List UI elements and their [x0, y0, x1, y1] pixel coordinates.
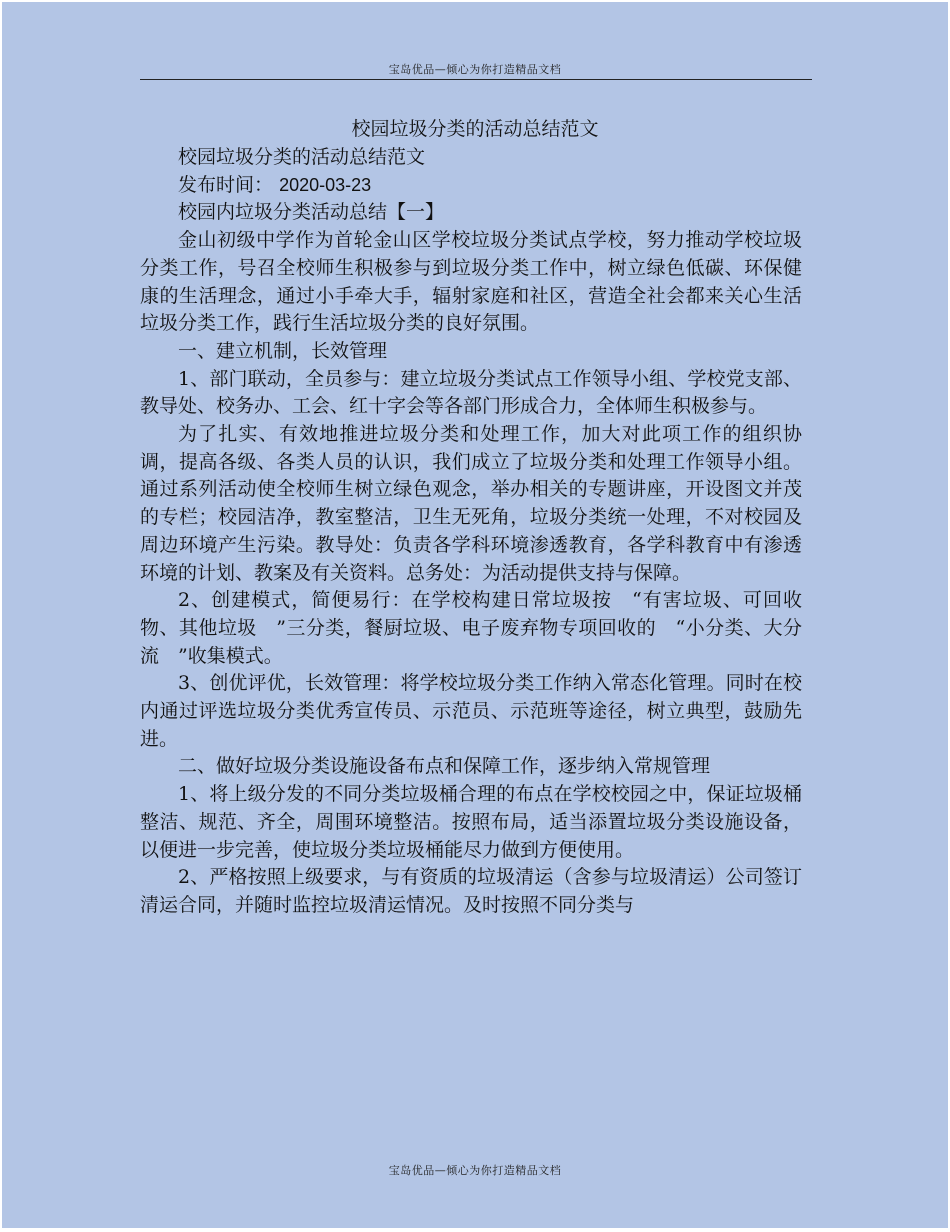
paragraph: 3、创优评优，长效管理：将学校垃圾分类工作纳入常态化管理。同时在校内通过评选垃圾分类优秀宣传员、示范员、示范班等途径，树立典型，鼓励先进。	[140, 672, 802, 750]
paragraph: 为了扎实、有效地推进垃圾分类和处理工作，加大对此项工作的组织协调，提高各级、各类人员的认识，我们成立了垃圾分类和处理工作领导小组。通过系列活动使全校师生树立绿色观念，举办相关的专题讲座，开设图文并茂的专栏；校园洁净，教室整洁，卫生无死角，垃圾分类统一处理，不对校园及周边环境产生污染。教导处：负责各学科环境渗透教育，各学科教育中有渗透环境的计划、教案及有关资料。总务处：为活动提供支持与保障。	[140, 423, 802, 584]
paragraph: 1、将上级分发的不同分类垃圾桶合理的布点在学校校园之中，保证垃圾桶整洁、规范、齐全，周围环境整洁。按照布局，适当添置垃圾分类设施设备，以便进一步完善，使垃圾分类垃圾桶能尽力做到方便使用。	[140, 783, 802, 861]
page-header: 宝岛优品—倾心为你打造精品文档	[388, 63, 562, 76]
section-heading: 一、建立机制，长效管理	[178, 339, 388, 362]
publish-label: 发布时间：	[178, 173, 274, 196]
page-footer: 宝岛优品—倾心为你打造精品文档	[388, 1164, 562, 1177]
paragraph: 2、严格按照上级要求，与有资质的垃圾清运（含参与垃圾清运）公司签订清运合同，并随时监控垃圾清运情况。及时按照不同分类与	[140, 866, 802, 916]
document-title: 校园垃圾分类的活动总结范文	[351, 118, 599, 140]
document-page	[2, 2, 948, 1228]
header-divider	[140, 79, 812, 80]
publish-date: 2020-03-23	[279, 174, 372, 195]
section-heading: 校园内垃圾分类活动总结【一】	[178, 201, 445, 224]
section-heading: 二、做好垃圾分类设施设备布点和保障工作，逐步纳入常规管理	[178, 755, 711, 778]
document-body	[140, 114, 802, 920]
document-subtitle: 校园垃圾分类的活动总结范文	[178, 146, 426, 168]
publish-info	[140, 172, 802, 200]
paragraph: 2、创建模式，简便易行：在学校构建日常垃圾按 “有害垃圾、可回收物、其他垃圾 ”三分类，餐厨垃圾、电子废弃物专项回收的 “小分类、大分流 ”收集模式。	[140, 589, 802, 667]
paragraph: 1、部门联动，全员参与：建立垃圾分类试点工作领导小组、学校党支部、教导处、校务办、工会、红十字会等各部门形成合力，全体师生积极参与。	[140, 367, 802, 418]
paragraph: 金山初级中学作为首轮金山区学校垃圾分类试点学校，努力推动学校垃圾分类工作，号召全校师生积极参与到垃圾分类工作中，树立绿色低碳、环保健康的生活理念，通过小手牵大手，辐射家庭和社区，营造全社会都来关心生活垃圾分类工作，践行生活垃圾分类的良好氛围。	[140, 229, 802, 335]
